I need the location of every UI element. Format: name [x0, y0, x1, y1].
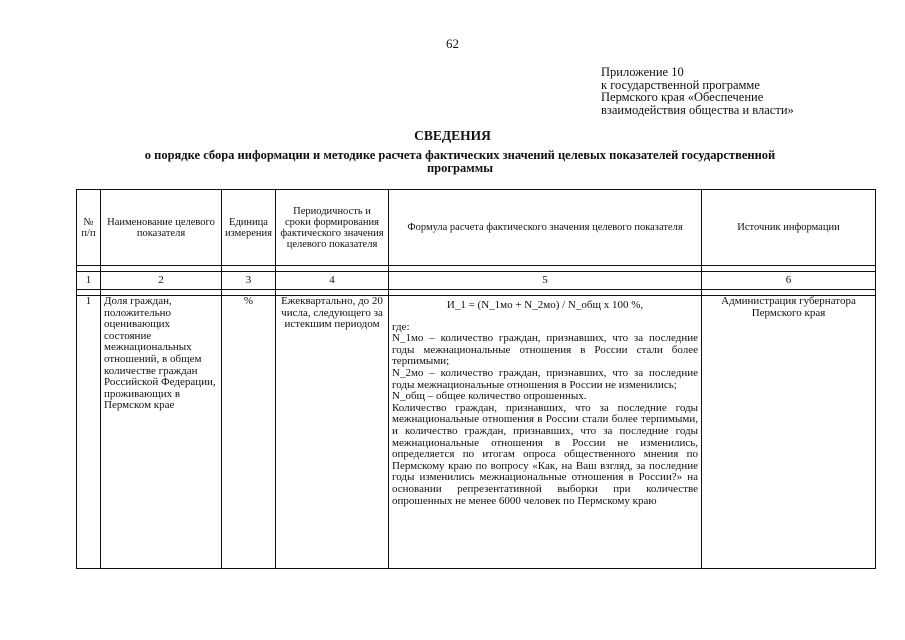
- indicators-table: [76, 189, 876, 569]
- formula: И_1 = (N_1мо + N_2мо) / N_общ x 100 %,: [446, 299, 644, 311]
- indicator-name: Доля граждан, положительно оценивающих состояние межнациональных отношений, в общем количестве граждан Российской Федерации, проживающих в Пермском крае: [101, 296, 222, 569]
- indicator-formula-cell: [389, 296, 702, 569]
- definition-item: N_2мо – количество граждан, признавших, что за последние годы межнациональные отношения в России не изменились;: [392, 366, 698, 391]
- column-number: 2: [101, 272, 222, 290]
- header-unit: Единица измерения: [222, 190, 276, 266]
- header-formula: Формула расчета фактического значения целевого показателя: [389, 190, 702, 266]
- definition-item: N_общ – общее количество опрошенных.: [392, 390, 587, 403]
- definition-item: N_1мо – количество граждан, признавших, что за последние годы межнациональные отношения в России стали более терпимыми;: [392, 332, 698, 368]
- appendix-line: взаимодействия общества и власти»: [601, 102, 794, 117]
- column-number: 4: [276, 272, 389, 290]
- table-header-row: [77, 190, 876, 266]
- indicator-period: Ежеквартально, до 20 числа, следующего за истекшим периодом: [276, 296, 389, 569]
- column-number-row: [77, 272, 876, 290]
- appendix-line: к государственной программе: [601, 77, 760, 92]
- appendix-line: Приложение 10: [601, 65, 684, 79]
- table-row: [77, 296, 876, 569]
- row-number: 1: [77, 296, 101, 569]
- header-num: № п/п: [77, 190, 101, 266]
- header-period: Периодичность и сроки формирования фактического значения целевого показателя: [276, 190, 389, 266]
- indicator-unit: %: [222, 296, 276, 569]
- document-title: СВЕДЕНИЯ: [414, 128, 491, 143]
- information-source: Администрация губернатора Пермского края: [702, 296, 876, 569]
- column-number: 5: [389, 272, 702, 290]
- definition-item: Количество граждан, признавших, что за последние годы межнациональные отношения в России стали более терпимыми, и количество граждан, признавших, что за последние годы межнациональные отношения в России не изменились, определяется по итогам опроса общественного мнения по Пермскому краю по вопросу «Как, на Ваш взгляд, за последние годы изменились межнациональные отношения в России?» на основании репрезентативной выборки при количестве опрошенных не менее 6000 человек по Пермскому краю: [392, 401, 698, 507]
- where-label: где:: [392, 320, 410, 333]
- column-number: 1: [77, 272, 101, 290]
- header-source: Источник информации: [702, 190, 876, 266]
- document-subtitle: о порядке сбора информации и методике расчета фактических значений целевых показателей государственной программы: [144, 148, 776, 175]
- header-name: Наименование целевого показателя: [101, 190, 222, 266]
- appendix-line: Пермского края «Обеспечение: [601, 90, 764, 104]
- column-number: 6: [702, 272, 876, 290]
- appendix-note: [601, 66, 794, 116]
- column-number: 3: [222, 272, 276, 290]
- page-number: 62: [446, 36, 459, 51]
- formula-explanation: [392, 322, 698, 508]
